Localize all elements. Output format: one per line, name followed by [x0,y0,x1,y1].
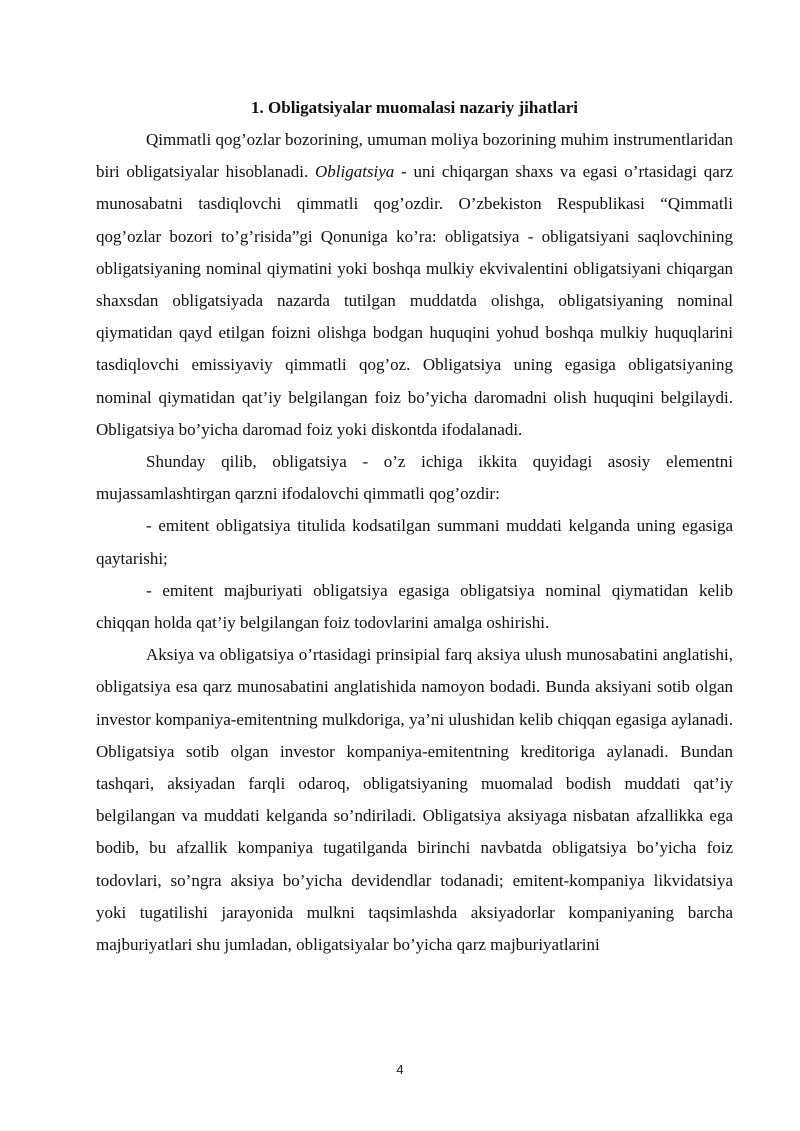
section-title: 1. Obligatsiyalar muomalasi nazariy jihatlari [251,98,578,117]
paragraph-comparison: Aksiya va obligatsiya o’rtasidagi prinsipial farq aksiya ulush munosabatini anglatishi, obligatsiya esa qarz munosabatini anglatishida namoyon bodadi. Bunda aksiyani sotib olgan investor kompaniya-emitentning mulkdoriga, ya’ni ulushidan kelib chiqqan egasiga aylanadi. Obligatsiya sotib olgan investor kompaniya-emitentning kreditoriga aylanadi. Bundan tashqari, aksiyadan farqli odaroq, obligatsiyaning muomalad bodish muddati qat’iy belgilangan va muddati kelganda so’ndiriladi. Obligatsiya aksiyaga nisbatan afzallikka ega bodib, bu afzallik kompaniya tugatilganda birinchi navbatda obligatsiya bo’yicha foiz todovlari, so’ngra aksiya bo’yicha devidendlar todanadi; emitent-kompaniya likvidatsiya yoki tugatilishi jarayonida mulkni taqsimlashda aksiyadorlar kompaniyaning barcha majburiyatlari shu jumladan, obligatsiyalar bo’yicha qarz majburiyatlarini [96,645,733,955]
paragraph-definition-body: - uni chiqargan shaxs va egasi o’rtasidagi qarz munosabatni tasdiqlovchi qimmatli qog’ozdir. O’zbekiston Respublikasi “Qimmatli qog’ozlar bozori to’g’risida”gi Qonuniga ko’ra: obligatsiya - obligatsiyani saqlovchining obligatsiyaning nominal qiymatini yoki boshqa mulkiy ekvivalentini obligatsiyani chiqargan shaxsdan obligatsiyada nazarda tutilgan muddatda olishga, obligatsiyaning nominal qiymatidan qayd etilgan foizni olishga bodgan huquqini yohud boshqa mulkiy huquqlarini tasdiqlovchi emissiyaviy qimmatli qog’oz. Obligatsiya uning egasiga obligatsiyaning nominal qiymatidan qat’iy belgilangan foiz bo’yicha daromadni olish huquqini belgilaydi. Obligatsiya bo’yicha daromad foiz yoki diskontda ifodalanadi. [96,162,733,439]
paragraph-summary: Shunday qilib, obligatsiya - o’z ichiga ikkita quyidagi asosiy elementni mujassamlashtirgan qarzni ifodalovchi qimmatli qog’ozdir: [96,452,733,504]
paragraph-definition-intro: Qimmatli qog’ozlar bozorining, umuman moliya bozorining muhim instrumentlaridan biri obligatsiyalar hisoblanadi. [96,130,733,182]
list-item-second-element: - emitent majburiyati obligatsiya egasiga obligatsiya nominal qiymatidan kelib chiqqan holda qat’iy belgilangan foiz todovlarini amalga oshirishi. [96,580,733,633]
term-obligatsiya: Obligatsiya [314,162,395,182]
page-number: 4 [396,1062,404,1077]
list-item-first-element: - emitent obligatsiya titulida kodsatilgan summani muddati kelganda uning egasiga qaytarishi; [96,516,733,568]
paragraph-definition [96,124,733,446]
document-page [96,92,733,961]
